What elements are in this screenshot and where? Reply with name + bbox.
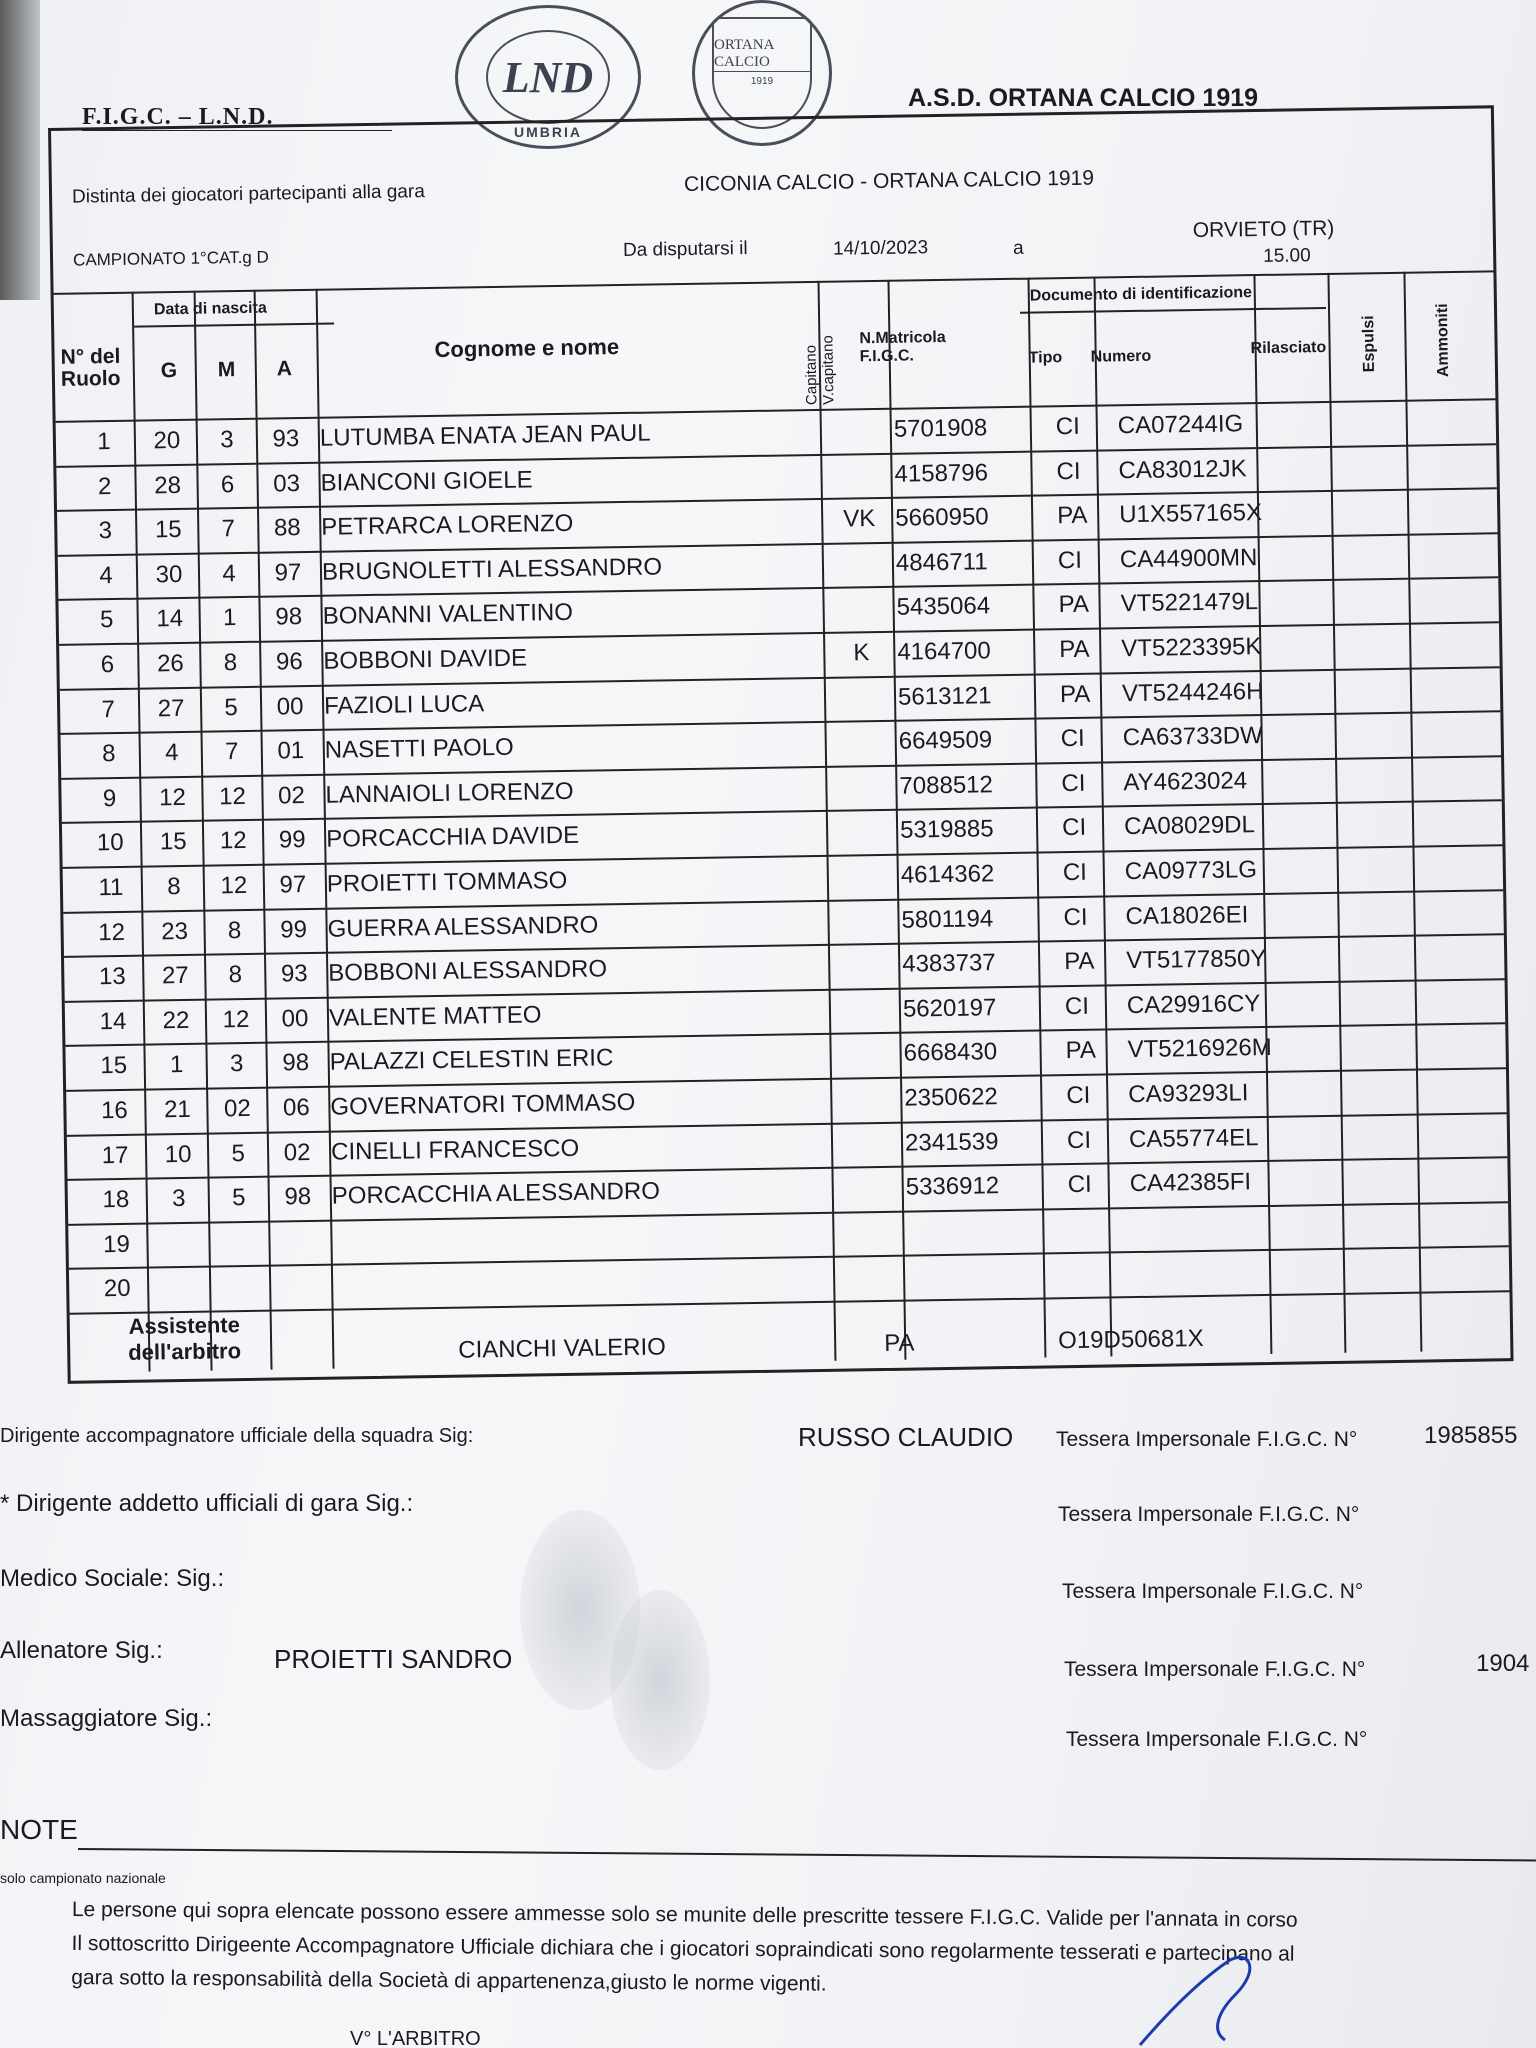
player-row-14-name: VALENTE MATTEO bbox=[328, 1001, 542, 1032]
allenatore-tessera-label: Tessera Impersonale F.I.G.C. N° bbox=[1064, 1658, 1366, 1681]
player-row-10-n: 10 bbox=[96, 829, 124, 857]
dirigente-tessera-label: Tessera Impersonale F.I.G.C. N° bbox=[1056, 1428, 1358, 1451]
player-list-form bbox=[48, 105, 1514, 1384]
ortana-shield bbox=[712, 17, 812, 129]
player-row-17-num: CA55774EL bbox=[1128, 1123, 1259, 1153]
player-row-12-mat: 5801194 bbox=[901, 904, 994, 934]
player-row-16-m: 02 bbox=[223, 1094, 251, 1123]
player-row-3-mat: 5660950 bbox=[895, 503, 989, 532]
player-row-2-tipo: CI bbox=[1056, 457, 1081, 485]
col-rilasciato-header: Rilasciato bbox=[1250, 338, 1327, 358]
player-row-1-a: 93 bbox=[272, 425, 300, 453]
player-row-17-tipo: CI bbox=[1066, 1126, 1092, 1154]
player-row-15-mat: 6668430 bbox=[903, 1038, 998, 1068]
player-row-20-a bbox=[269, 1272, 329, 1273]
player-row-12-g: 23 bbox=[161, 917, 189, 945]
player-row-14-mat: 5620197 bbox=[902, 994, 997, 1023]
player-row-11-a: 97 bbox=[279, 871, 307, 899]
player-row-7-tipo: PA bbox=[1059, 680, 1091, 708]
allenatore-label: Allenatore Sig.: bbox=[0, 1637, 163, 1664]
player-row-3-cap: VK bbox=[843, 505, 876, 533]
player-row-12-tipo: CI bbox=[1063, 903, 1088, 931]
player-row-15-name: PALAZZI CELESTIN ERIC bbox=[329, 1044, 614, 1077]
championship: CAMPIONATO 1°CAT.g D bbox=[72, 247, 269, 270]
player-row-2-g: 28 bbox=[154, 471, 182, 499]
doc-subrule bbox=[1020, 307, 1326, 314]
player-row-6-n: 6 bbox=[100, 651, 115, 679]
dirigente-label: Dirigente accompagnatore ufficiale della squadra Sig: bbox=[0, 1425, 474, 1447]
player-row-3-g: 15 bbox=[154, 516, 182, 544]
player-row-9-n: 9 bbox=[102, 784, 117, 813]
note-label: NOTE bbox=[0, 1814, 78, 1845]
player-row-12-m: 8 bbox=[227, 916, 242, 944]
player-row-7-g: 27 bbox=[157, 694, 185, 722]
player-row-6-cap: K bbox=[853, 639, 870, 667]
player-row-16-mat: 2350622 bbox=[904, 1083, 998, 1112]
signature-scribble bbox=[1130, 1950, 1270, 2048]
player-row-14-g: 22 bbox=[162, 1006, 190, 1035]
player-row-17-m: 5 bbox=[231, 1139, 246, 1167]
player-row-10-g: 15 bbox=[159, 828, 187, 856]
col-name-header: Cognome e nome bbox=[434, 334, 620, 362]
player-row-1-cap bbox=[826, 416, 890, 417]
player-row-1-name: LUTUMBA ENATA JEAN PAUL bbox=[319, 419, 651, 452]
player-row-4-num: CA44900MN bbox=[1119, 543, 1258, 574]
massaggiatore-label: Massaggiatore Sig.: bbox=[0, 1705, 213, 1732]
player-row-6-a: 96 bbox=[275, 648, 303, 676]
player-row-7-a: 00 bbox=[276, 692, 304, 721]
column-rule bbox=[1403, 272, 1422, 1352]
player-row-11-mat: 4614362 bbox=[900, 860, 995, 889]
col-document-header: Documento di identificazione bbox=[1029, 284, 1253, 305]
column-rule bbox=[1093, 277, 1112, 1357]
player-row-8-tipo: CI bbox=[1060, 724, 1085, 753]
player-row-16-name: GOVERNATORI TOMMASO bbox=[330, 1088, 636, 1121]
player-row-5-name: BONANNI VALENTINO bbox=[322, 599, 574, 631]
column-rule bbox=[1327, 273, 1346, 1353]
list-label: Distinta dei giocatori partecipanti alla gara bbox=[71, 181, 425, 208]
player-row-14-num: CA29916CY bbox=[1126, 989, 1261, 1019]
player-row-4-mat: 4846711 bbox=[895, 548, 988, 577]
federation-label: F.I.G.C. – L.N.D. bbox=[82, 104, 274, 130]
player-row-15-num: VT5216926M bbox=[1127, 1034, 1272, 1064]
col-captain-label: Capitano bbox=[802, 344, 821, 406]
player-row-13-name: BOBBONI ALESSANDRO bbox=[328, 955, 608, 987]
player-row-1-mat: 5701908 bbox=[893, 414, 988, 443]
player-row-18-name: PORCACCHIA ALESSANDRO bbox=[331, 1177, 661, 1210]
assistant-label-line2: dell'arbitro bbox=[128, 1338, 242, 1365]
col-birth-header: Data di nascita bbox=[153, 299, 267, 319]
player-row-13-num: VT5177850Y bbox=[1126, 945, 1267, 975]
player-row-1-tipo: CI bbox=[1055, 412, 1081, 441]
player-row-4-g: 30 bbox=[155, 560, 183, 589]
paper-crease bbox=[610, 1590, 710, 1770]
player-row-2-cap bbox=[826, 460, 890, 461]
player-row-5-mat: 5435064 bbox=[896, 592, 991, 622]
player-row-11-num: CA09773LG bbox=[1124, 856, 1258, 886]
at-label: a bbox=[1012, 237, 1024, 259]
player-row-5-cap bbox=[828, 594, 892, 595]
player-row-9-g: 12 bbox=[158, 783, 187, 812]
note-line bbox=[78, 1848, 1536, 1861]
player-row-18-n: 18 bbox=[102, 1186, 130, 1214]
player-row-4-a: 97 bbox=[274, 558, 302, 587]
player-row-15-cap bbox=[835, 1040, 899, 1041]
player-row-18-tipo: CI bbox=[1067, 1170, 1092, 1199]
player-row-20-g bbox=[149, 1274, 211, 1275]
player-row-7-mat: 5613121 bbox=[897, 681, 992, 711]
birth-subrule bbox=[134, 323, 334, 328]
player-row-9-cap bbox=[831, 773, 895, 774]
player-row-12-cap bbox=[833, 906, 897, 907]
player-row-18-g: 3 bbox=[171, 1185, 186, 1213]
player-row-19-a bbox=[268, 1228, 328, 1229]
player-row-15-g: 1 bbox=[169, 1051, 184, 1079]
player-row-15-n: 15 bbox=[100, 1052, 128, 1080]
col-espulsi-header: Espulsi bbox=[1360, 315, 1378, 373]
player-row-2-name: BIANCONI GIOELE bbox=[320, 466, 533, 497]
player-row-6-mat: 4164700 bbox=[897, 637, 991, 666]
player-row-4-m: 4 bbox=[222, 559, 236, 588]
player-row-19-cap bbox=[838, 1219, 902, 1220]
player-row-15-tipo: PA bbox=[1065, 1037, 1097, 1065]
col-number-header: N° del Ruolo bbox=[60, 344, 121, 391]
dirigente-tessera-number: 1985855 bbox=[1424, 1422, 1518, 1449]
assistant-doc-number: O19D50681X bbox=[1057, 1324, 1204, 1355]
referee-label: V° L'ARBITRO bbox=[350, 2028, 481, 2048]
col-matricola-header bbox=[859, 329, 946, 366]
table-bottom-rule bbox=[70, 1290, 1510, 1315]
player-row-16-a: 06 bbox=[282, 1094, 310, 1122]
row-rule bbox=[69, 1246, 1509, 1271]
player-row-10-cap bbox=[832, 817, 896, 818]
club-name: A.S.D. ORTANA CALCIO 1919 bbox=[908, 84, 1259, 112]
player-row-10-tipo: CI bbox=[1061, 814, 1087, 842]
player-row-17-cap bbox=[837, 1129, 901, 1130]
player-row-13-tipo: PA bbox=[1064, 947, 1095, 976]
assistant-label-line1: Assistente bbox=[128, 1312, 241, 1339]
player-row-6-g: 26 bbox=[156, 649, 184, 678]
player-row-8-num: CA63733DW bbox=[1122, 722, 1263, 752]
player-row-6-num: VT5223395K bbox=[1121, 633, 1262, 663]
player-row-3-a: 88 bbox=[273, 514, 301, 542]
player-row-11-name: PROIETTI TOMMASO bbox=[326, 866, 568, 898]
massaggiatore-tessera-label: Tessera Impersonale F.I.G.C. N° bbox=[1066, 1728, 1368, 1751]
declaration-line-1: Le persone qui sopra elencate possono essere ammesse solo se munite delle prescritte tessere F.I.G.C. Valide per l'annata in corso bbox=[71, 1898, 1298, 1932]
player-row-18-a: 98 bbox=[284, 1183, 312, 1211]
player-row-11-cap bbox=[833, 862, 897, 863]
player-row-8-m: 7 bbox=[224, 738, 239, 766]
player-row-2-n: 2 bbox=[97, 472, 112, 500]
player-row-5-num: VT5221479L bbox=[1120, 588, 1259, 618]
player-row-12-n: 12 bbox=[98, 918, 126, 946]
player-row-5-tipo: PA bbox=[1058, 591, 1090, 619]
player-row-10-a: 99 bbox=[278, 826, 306, 854]
player-row-4-tipo: CI bbox=[1057, 546, 1083, 574]
player-row-2-m: 6 bbox=[220, 470, 235, 498]
column-rule bbox=[817, 281, 836, 1361]
player-row-1-g: 20 bbox=[153, 426, 181, 455]
col-tipo-header: Tipo bbox=[1028, 349, 1063, 367]
player-row-3-tipo: PA bbox=[1057, 501, 1088, 530]
background-shadow bbox=[0, 0, 40, 300]
player-row-20-n: 20 bbox=[103, 1275, 131, 1303]
col-vice-captain-label: V.capitano bbox=[819, 335, 838, 405]
player-row-8-cap bbox=[831, 728, 895, 729]
player-row-14-a: 00 bbox=[281, 1004, 309, 1033]
player-row-11-g: 8 bbox=[167, 873, 181, 901]
date-label: Da disputarsi il bbox=[622, 238, 748, 261]
player-row-18-m: 5 bbox=[231, 1184, 246, 1212]
player-row-3-num: U1X557165X bbox=[1118, 499, 1263, 529]
player-row-4-cap bbox=[828, 550, 892, 551]
player-row-17-name: CINELLI FRANCESCO bbox=[330, 1134, 580, 1166]
player-row-9-name: LANNAIOLI LORENZO bbox=[325, 777, 574, 809]
player-row-6-name: BOBBONI DAVIDE bbox=[323, 644, 528, 675]
player-row-7-m: 5 bbox=[224, 693, 239, 721]
player-row-5-a: 98 bbox=[275, 603, 303, 631]
player-row-19-m bbox=[210, 1228, 268, 1229]
col-numero-header: Numero bbox=[1090, 347, 1152, 366]
match-time: 15.00 bbox=[1263, 245, 1311, 267]
player-row-9-m: 12 bbox=[218, 782, 247, 811]
col-g-header: G bbox=[160, 359, 178, 383]
player-row-11-n: 11 bbox=[98, 873, 124, 902]
player-row-7-n: 7 bbox=[101, 695, 116, 723]
player-row-6-tipo: PA bbox=[1059, 635, 1090, 664]
player-row-12-name: GUERRA ALESSANDRO bbox=[327, 911, 599, 943]
player-row-13-a: 93 bbox=[280, 960, 308, 988]
assistant-label bbox=[128, 1312, 242, 1366]
small-note: solo campionato nazionale bbox=[0, 1870, 166, 1886]
player-row-10-mat: 5319885 bbox=[899, 815, 994, 845]
player-row-16-n: 16 bbox=[100, 1096, 128, 1125]
player-row-14-n: 14 bbox=[99, 1007, 127, 1036]
declaration bbox=[71, 1898, 1298, 2001]
player-row-13-cap bbox=[834, 951, 898, 952]
player-row-17-mat: 2341539 bbox=[904, 1127, 999, 1157]
declaration-line-3: gara sotto la responsabilità della Società di appartenenza,giusto le norme vigenti. bbox=[71, 1965, 827, 1996]
player-row-4-name: BRUGNOLETTI ALESSANDRO bbox=[321, 553, 663, 586]
player-row-17-g: 10 bbox=[164, 1140, 192, 1168]
player-row-5-m: 1 bbox=[222, 604, 237, 632]
player-row-7-name: FAZIOLI LUCA bbox=[323, 689, 485, 720]
player-row-19-n: 19 bbox=[102, 1230, 131, 1259]
col-m-header: M bbox=[217, 358, 236, 382]
player-row-20-cap bbox=[839, 1263, 903, 1264]
player-row-3-name: PETRARCA LORENZO bbox=[321, 509, 574, 541]
player-row-2-mat: 4158796 bbox=[894, 458, 989, 488]
player-row-12-a: 99 bbox=[280, 915, 308, 944]
player-row-15-a: 98 bbox=[282, 1049, 310, 1077]
player-row-11-m: 12 bbox=[220, 871, 248, 900]
player-row-10-name: PORCACCHIA DAVIDE bbox=[325, 822, 580, 854]
player-row-8-name: NASETTI PAOLO bbox=[324, 733, 514, 764]
player-row-6-m: 8 bbox=[223, 649, 238, 677]
player-row-20-m bbox=[211, 1273, 269, 1274]
player-row-16-num: CA93293LI bbox=[1128, 1079, 1249, 1109]
player-row-8-n: 8 bbox=[101, 740, 116, 768]
player-row-2-a: 03 bbox=[273, 469, 301, 498]
medico-label: Medico Sociale: Sig.: bbox=[0, 1565, 225, 1592]
player-row-13-mat: 4383737 bbox=[902, 949, 996, 978]
player-row-17-n: 17 bbox=[101, 1141, 129, 1169]
match-place: ORVIETO (TR) bbox=[1192, 216, 1335, 243]
medico-tessera-label: Tessera Impersonale F.I.G.C. N° bbox=[1062, 1580, 1364, 1603]
col-matricola-sub: F.I.G.C. bbox=[859, 347, 915, 366]
table-header bbox=[54, 276, 1496, 419]
ortana-logo-year: 1919 bbox=[750, 76, 774, 87]
column-rule bbox=[1027, 278, 1046, 1358]
allenatore-tessera-number: 1904 bbox=[1476, 1650, 1530, 1677]
player-row-14-m: 12 bbox=[222, 1005, 250, 1034]
player-row-13-m: 8 bbox=[228, 961, 243, 989]
player-row-7-cap bbox=[830, 683, 894, 684]
player-row-12-num: CA18026EI bbox=[1125, 900, 1249, 930]
player-row-9-mat: 7088512 bbox=[899, 771, 994, 800]
player-row-3-n: 3 bbox=[98, 517, 113, 545]
player-row-10-num: CA08029DL bbox=[1123, 811, 1256, 841]
lnd-logo-text: LND bbox=[486, 30, 610, 124]
player-row-8-g: 4 bbox=[164, 739, 179, 767]
player-row-18-cap bbox=[838, 1174, 902, 1175]
player-row-4-n: 4 bbox=[99, 561, 113, 590]
player-row-16-tipo: CI bbox=[1066, 1081, 1091, 1110]
player-row-13-g: 27 bbox=[161, 962, 189, 990]
declaration-line-2: Il sottoscritto Dirigeente Accompagnatore Ufficiale dichiara che i giocatori sopraindicati sono regolarmente tesserati e partecipano al bbox=[71, 1931, 1295, 1966]
assistant-doc-type: PA bbox=[883, 1329, 915, 1358]
column-rule bbox=[1253, 274, 1272, 1354]
player-row-9-tipo: CI bbox=[1061, 769, 1086, 797]
addetto-label: * Dirigente addetto ufficiali di gara Sig.: bbox=[0, 1490, 414, 1517]
lnd-logo-ring: UMBRIA bbox=[514, 124, 582, 140]
player-row-18-num: CA42385FI bbox=[1129, 1168, 1252, 1198]
player-row-8-mat: 6649509 bbox=[898, 726, 993, 755]
col-matricola-label: N.Matricola bbox=[859, 328, 946, 348]
player-row-1-n: 1 bbox=[97, 428, 111, 456]
allenatore-name: PROIETTI SANDRO bbox=[274, 1644, 513, 1674]
player-row-17-a: 02 bbox=[283, 1138, 311, 1167]
player-row-1-m: 3 bbox=[220, 426, 234, 454]
addetto-tessera-label: Tessera Impersonale F.I.G.C. N° bbox=[1058, 1503, 1360, 1526]
player-row-16-cap bbox=[836, 1085, 900, 1086]
player-row-11-tipo: CI bbox=[1062, 858, 1088, 887]
player-row-5-g: 14 bbox=[156, 605, 184, 633]
col-ammoniti-header: Ammoniti bbox=[1433, 303, 1453, 378]
player-row-1-num: CA07244IG bbox=[1117, 410, 1244, 440]
player-row-10-m: 12 bbox=[219, 827, 247, 855]
match-teams: CICONIA CALCIO - ORTANA CALCIO 1919 bbox=[683, 166, 1095, 197]
assistant-name: CIANCHI VALERIO bbox=[458, 1333, 667, 1364]
player-row-5-n: 5 bbox=[99, 606, 114, 634]
player-row-18-mat: 5336912 bbox=[905, 1172, 1000, 1201]
player-row-7-num: VT5244246H bbox=[1121, 677, 1264, 707]
player-row-15-m: 3 bbox=[229, 1050, 244, 1078]
player-row-8-a: 01 bbox=[277, 737, 305, 765]
player-row-14-cap bbox=[835, 996, 899, 997]
player-row-13-n: 13 bbox=[98, 963, 126, 991]
ortana-logo-text: ORTANA CALCIO bbox=[714, 37, 810, 72]
match-date: 14/10/2023 bbox=[832, 237, 929, 260]
player-row-9-a: 02 bbox=[277, 781, 306, 810]
player-row-2-num: CA83012JK bbox=[1118, 454, 1247, 484]
player-row-14-tipo: CI bbox=[1064, 992, 1090, 1020]
player-row-16-g: 21 bbox=[163, 1095, 191, 1124]
dirigente-name: RUSSO CLAUDIO bbox=[798, 1422, 1014, 1452]
col-a-header: A bbox=[276, 357, 293, 381]
player-row-9-num: AY4623024 bbox=[1123, 767, 1248, 796]
player-row-19-g bbox=[148, 1229, 210, 1230]
player-row-3-m: 7 bbox=[221, 515, 236, 543]
